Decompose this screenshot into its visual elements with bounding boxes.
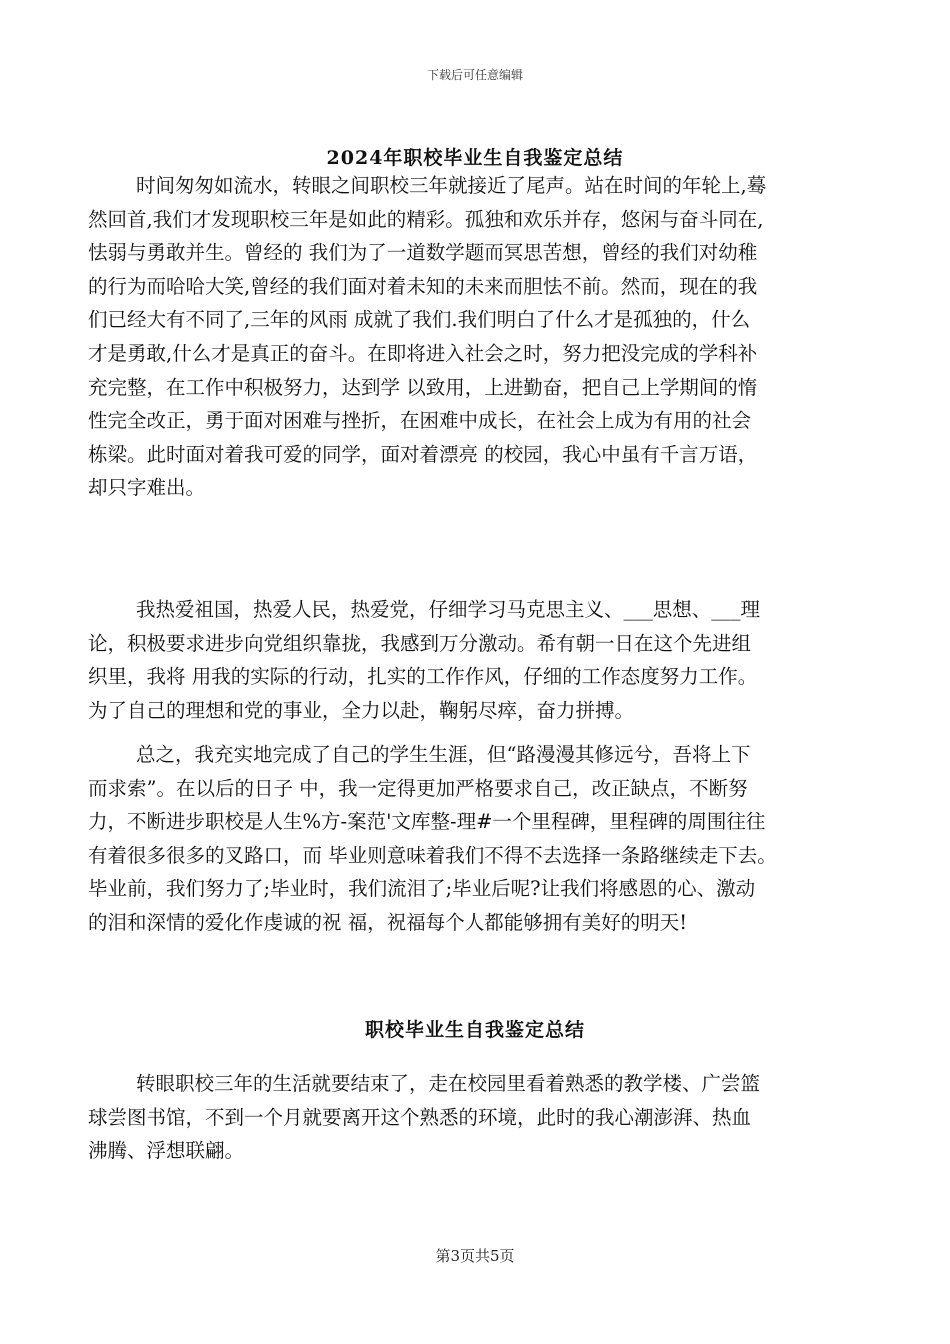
paragraph-line: 织里，我将 用我的实际的行动，扎实的工作作风，仔细的工作态度努力工作。 (88, 665, 758, 689)
paragraph-line: 而求索”。在以后的日子 中，我一定得更加严格要求自己，改正缺点，不断努 (88, 776, 748, 800)
header-note: 下载后可任意编辑 (426, 68, 523, 82)
paragraph-1 (88, 169, 868, 505)
paragraph-line: 的行为而哈哈大笑,曾经的我们面对着未知的未来而胆怯不前。然而，现在的我 (88, 274, 758, 298)
paragraph-line: 才是勇敢,什么才是真正的奋斗。在即将进入社会之时，努力把没完成的学科补 (88, 341, 758, 365)
paragraph-line: 毕业前，我们努力了;毕业时，我们流泪了;毕业后呢?让我们将感恩的心、激动 (88, 877, 756, 901)
paragraph-3 (88, 738, 868, 940)
paragraph-line: 有着很多很多的叉路口，而 毕业则意味着我们不得不去选择一条路继续走下去。 (88, 843, 777, 867)
paragraph-line: 力，不断进步职校是人生%方-案范'文库整-理#一个里程碑，里程碑的周围往往 (88, 810, 766, 834)
paragraph-line: 为了自己的理想和党的事业，全力以赴，鞠躬尽瘁，奋力拼搏。 (88, 698, 635, 722)
paragraph-line: 充完整，在工作中积极努力，达到学 以致用，上进勤奋，把自己上学期间的惰 (88, 375, 758, 399)
paragraph-line: 然回首,我们才发现职校三年是如此的精彩。孤独和欢乐并存，悠闲与奋斗同在, (88, 207, 764, 231)
paragraph-line: 沸腾、浮想联翩。 (88, 1139, 245, 1163)
paragraph-line: 们已经大有不同了,三年的风雨 成就了我们.我们明白了什么才是孤独的，什么 (88, 308, 751, 332)
paragraph-line: 转眼职校三年的生活就要结束了，走在校园里看着熟悉的教学楼、广尝篮 (136, 1072, 761, 1095)
paragraph-line: 怯弱与勇敢并生。曾经的 我们为了一道数学题而冥思苦想，曾经的我们对幼稚 (88, 241, 758, 265)
paragraph-line: 却只字难出。 (88, 476, 206, 500)
paragraph-line: 总之，我充实地完成了自己的学生生涯，但“路漫漫其修远兮，吾将上下 (136, 743, 751, 766)
paragraph-line: 我热爱祖国，热爱人民，热爱党，仔细学习马克思主义、___思想、___理 (136, 598, 761, 621)
section-title-2: 职校毕业生自我鉴定总结 (364, 1019, 585, 1041)
paragraph-line: 论，积极要求进步向党组织靠拢，我感到万分激动。希有朝一日在这个先进组 (88, 631, 752, 655)
paragraph-line: 栋梁。此时面对着我可爱的同学，面对着漂亮 的校园，我心中虽有千言万语， (88, 442, 758, 466)
paragraph-2 (88, 593, 868, 727)
paragraph-4 (88, 1067, 868, 1168)
section-title-1: 2024年职校毕业生自我鉴定总结 (326, 147, 624, 169)
paragraph-line: 球尝图书馆，不到一个月就要离开这个熟悉的环境，此时的我心潮澎湃、热血 (88, 1105, 752, 1129)
paragraph-line: 性完全改正，勇于面对困难与挫折，在困难中成长，在社会上成为有用的社会 (88, 409, 752, 433)
page-footer: 第3页共5页 (435, 1247, 515, 1265)
paragraph-line: 的泪和深情的爱化作虔诚的祝 福，祝福每个人都能够拥有美好的明天! (88, 910, 688, 934)
paragraph-line: 时间匆匆如流水，转眼之间职校三年就接近了尾声。站在时间的年轮上,蓦 (136, 174, 767, 197)
